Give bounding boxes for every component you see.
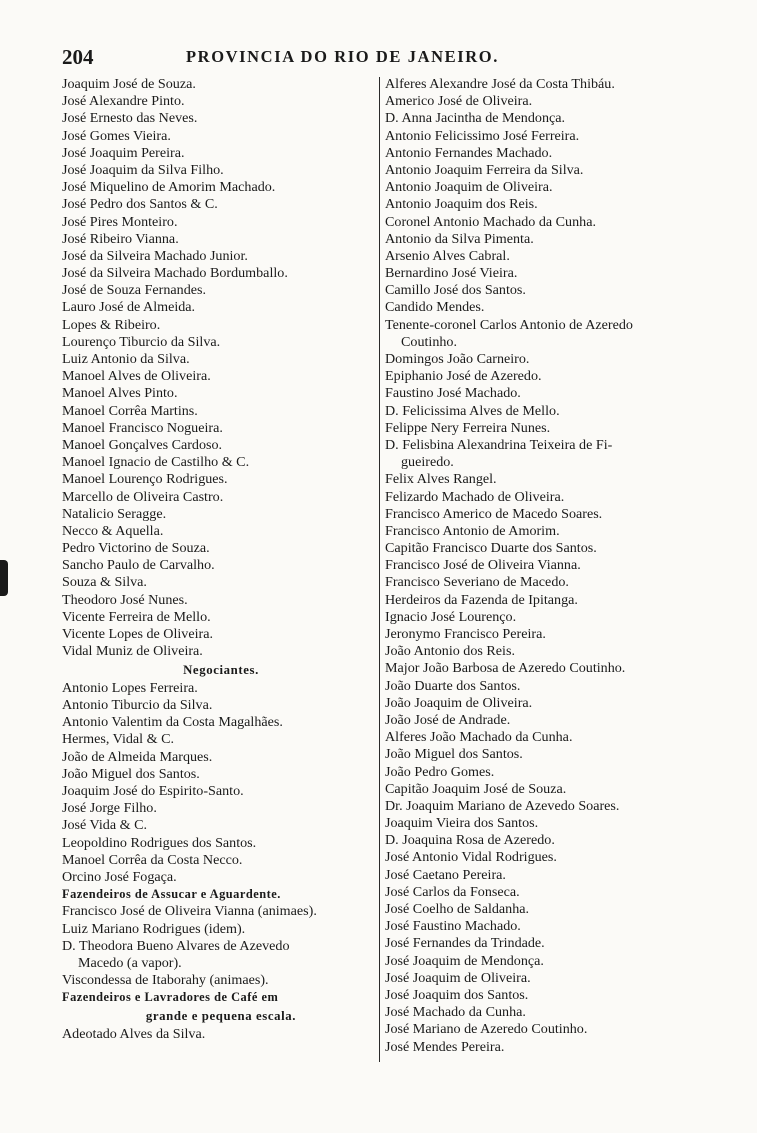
list-entry: João Duarte dos Santos.: [385, 677, 521, 694]
list-entry: Felippe Nery Ferreira Nunes.: [385, 419, 551, 436]
list-entry: João Antonio dos Reis.: [385, 643, 515, 660]
list-entry: Pedro Victorino de Souza.: [62, 540, 210, 557]
list-entry: José Carlos da Fonseca.: [385, 883, 520, 900]
list-entry: D. Theodora Bueno Alvares de Azevedo: [62, 937, 290, 954]
section-heading: Negociantes.: [183, 663, 259, 678]
list-entry: Antonio Joaquim de Oliveira.: [385, 179, 553, 196]
list-entry: João José de Andrade.: [385, 711, 511, 728]
list-entry: Tenente-coronel Carlos Antonio de Azeredo: [385, 316, 633, 333]
list-entry: D. Felisbina Alexandrina Teixeira de Fi-: [385, 436, 613, 453]
page-number: 204: [62, 45, 94, 69]
section-heading: Fazendeiros de Assucar e Aguardente.: [62, 887, 281, 902]
list-entry: João Miguel dos Santos.: [385, 746, 523, 763]
list-entry: Luiz Mariano Rodrigues (idem).: [62, 920, 246, 937]
right-column: [385, 76, 705, 1056]
list-entry: D. Felicissima Alves de Mello.: [385, 402, 560, 419]
list-entry: Theodoro José Nunes.: [62, 591, 188, 608]
list-entry: Ignacio José Lourenço.: [385, 608, 517, 625]
list-entry: José Joaquim de Mendonça.: [385, 952, 544, 969]
list-entry: Macedo (a vapor).: [78, 954, 182, 971]
list-entry: Antonio Felicissimo José Ferreira.: [385, 127, 580, 144]
list-entry: Francisco José de Oliveira Vianna (animaes).: [62, 903, 317, 920]
list-entry: Antonio Joaquim Ferreira da Silva.: [385, 161, 584, 178]
list-entry: José Joaquim dos Santos.: [385, 986, 529, 1003]
list-entry: Dr. Joaquim Mariano de Azevedo Soares.: [385, 797, 620, 814]
list-entry: Francisco Severiano de Macedo.: [385, 574, 569, 591]
list-entry: Francisco José de Oliveira Vianna.: [385, 557, 581, 574]
list-entry: Capitão Francisco Duarte dos Santos.: [385, 540, 597, 557]
list-entry: José Pedro dos Santos & C.: [62, 196, 218, 213]
list-entry: Antonio Joaquim dos Reis.: [385, 196, 538, 213]
list-entry: Sancho Paulo de Carvalho.: [62, 557, 215, 574]
list-entry: Antonio Valentim da Costa Magalhães.: [62, 714, 283, 731]
list-entry: Orcino José Fogaça.: [62, 868, 177, 885]
list-entry: D. Joaquina Rosa de Azeredo.: [385, 832, 555, 849]
list-entry: José da Silveira Machado Bordumballo.: [62, 265, 288, 282]
list-entry: Necco & Aquella.: [62, 522, 164, 539]
list-entry: Manoel Ignacio de Castilho & C.: [62, 454, 250, 471]
left-column: [62, 76, 380, 1043]
list-entry: Coutinho.: [401, 333, 457, 350]
list-entry: José de Souza Fernandes.: [62, 282, 207, 299]
list-entry: Vidal Muniz de Oliveira.: [62, 643, 203, 660]
list-entry: Manoel Alves Pinto.: [62, 385, 178, 402]
list-entry: Francisco Americo de Macedo Soares.: [385, 505, 603, 522]
list-entry: Manoel Francisco Nogueira.: [62, 419, 223, 436]
list-entry: gueiredo.: [401, 454, 454, 471]
list-entry: Lauro José de Almeida.: [62, 299, 196, 316]
list-entry: Coronel Antonio Machado da Cunha.: [385, 213, 596, 230]
list-entry: Souza & Silva.: [62, 574, 147, 591]
list-entry: Hermes, Vidal & C.: [62, 731, 175, 748]
list-entry: Manoel Lourenço Rodrigues.: [62, 471, 228, 488]
list-entry: Vicente Ferreira de Mello.: [62, 608, 211, 625]
binding-mark: [0, 560, 8, 596]
list-entry: Major João Barbosa de Azeredo Coutinho.: [385, 660, 626, 677]
list-entry: José Joaquim da Silva Filho.: [62, 161, 224, 178]
list-entry: José Alexandre Pinto.: [62, 93, 185, 110]
list-entry: Antonio Tiburcio da Silva.: [62, 697, 213, 714]
list-entry: José Mariano de Azeredo Coutinho.: [385, 1021, 588, 1038]
list-entry: Antonio Lopes Ferreira.: [62, 679, 198, 696]
list-entry: D. Anna Jacintha de Mendonça.: [385, 110, 566, 127]
list-entry: Manoel Corrêa Martins.: [62, 402, 198, 419]
list-entry: João Miguel dos Santos.: [62, 765, 200, 782]
list-entry: Luiz Antonio da Silva.: [62, 351, 190, 367]
section-heading: grande e pequena escala.: [145, 1009, 297, 1024]
list-entry: João de Almeida Marques.: [62, 748, 213, 765]
list-entry: Americo José de Oliveira.: [385, 93, 533, 110]
list-entry: José Caetano Pereira.: [385, 866, 506, 883]
list-entry: Felix Alves Rangel.: [385, 471, 497, 488]
list-entry: Domingos João Carneiro.: [385, 351, 530, 367]
list-entry: Felizardo Machado de Oliveira.: [385, 488, 565, 505]
list-entry: Adeotado Alves da Silva.: [62, 1025, 206, 1042]
list-entry: Joaquim José do Espirito-Santo.: [62, 783, 244, 799]
running-title: PROVINCIA DO RIO DE JANEIRO.: [186, 47, 499, 66]
list-entry: José Antonio Vidal Rodrigues.: [385, 849, 557, 866]
list-entry: Bernardino José Vieira.: [385, 265, 518, 282]
list-entry: Lourenço Tiburcio da Silva.: [62, 333, 221, 350]
list-entry: Leopoldino Rodrigues dos Santos.: [62, 834, 257, 851]
list-entry: José Miquelino de Amorim Machado.: [62, 179, 276, 196]
list-entry: Capitão Joaquim José de Souza.: [385, 780, 567, 797]
list-entry: Candido Mendes.: [385, 299, 485, 316]
list-entry: João Pedro Gomes.: [385, 763, 495, 780]
list-entry: Alferes João Machado da Cunha.: [385, 729, 573, 746]
list-entry: José da Silveira Machado Junior.: [62, 247, 248, 264]
list-entry: Marcello de Oliveira Castro.: [62, 488, 224, 505]
list-entry: Viscondessa de Itaborahy (animaes).: [62, 972, 269, 989]
list-entry: José Joaquim Pereira.: [62, 144, 185, 161]
list-entry: José Fernandes da Trindade.: [385, 935, 545, 952]
list-entry: José Faustino Machado.: [385, 918, 521, 935]
list-entry: Manoel Gonçalves Cardoso.: [62, 436, 223, 453]
list-entry: Alferes Alexandre José da Costa Thibáu.: [385, 76, 615, 92]
list-entry: Arsenio Alves Cabral.: [385, 247, 510, 264]
list-entry: José Ribeiro Vianna.: [62, 230, 179, 247]
list-entry: Manoel Corrêa da Costa Necco.: [62, 851, 243, 868]
list-entry: José Coelho de Saldanha.: [385, 901, 530, 917]
list-entry: Epiphanio José de Azeredo.: [385, 368, 542, 385]
list-entry: Lopes & Ribeiro.: [62, 316, 161, 333]
list-entry: Natalicio Seragge.: [62, 505, 167, 522]
list-entry: João Joaquim de Oliveira.: [385, 694, 533, 711]
list-entry: José Ernesto das Neves.: [62, 110, 198, 127]
list-entry: Manoel Alves de Oliveira.: [62, 368, 211, 385]
section-heading: Fazendeiros e Lavradores de Café em: [62, 990, 279, 1005]
list-entry: José Joaquim de Oliveira.: [385, 969, 531, 986]
list-entry: Joaquim José de Souza.: [62, 76, 196, 92]
list-entry: José Mendes Pereira.: [385, 1038, 505, 1055]
list-entry: Francisco Antonio de Amorim.: [385, 522, 560, 539]
list-entry: Jeronymo Francisco Pereira.: [385, 626, 546, 642]
list-entry: Vicente Lopes de Oliveira.: [62, 626, 213, 642]
list-entry: Joaquim Vieira dos Santos.: [385, 815, 539, 832]
list-entry: José Jorge Filho.: [62, 800, 157, 817]
list-entry: Camillo José dos Santos.: [385, 282, 526, 299]
list-entry: Herdeiros da Fazenda de Ipitanga.: [385, 591, 578, 608]
list-entry: Antonio Fernandes Machado.: [385, 144, 553, 161]
list-entry: Faustino José Machado.: [385, 385, 521, 402]
list-entry: José Gomes Vieira.: [62, 127, 171, 144]
list-entry: José Machado da Cunha.: [385, 1004, 526, 1021]
list-entry: José Pires Monteiro.: [62, 213, 178, 230]
list-entry: José Vida & C.: [62, 817, 148, 834]
list-entry: Antonio da Silva Pimenta.: [385, 230, 534, 247]
